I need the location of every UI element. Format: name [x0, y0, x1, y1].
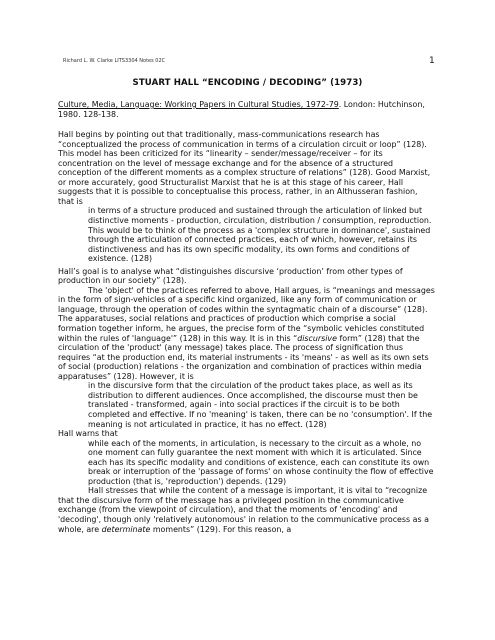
- page-number: 1: [429, 56, 435, 66]
- paragraph-1: Hall begins by pointing out that traditionally, mass-communications research has “conceptualized the process of communication in terms of a circulation circuit or loop” (128). This model has been criticized for its “linearity – sender/message/receiver – for its concentration on the level of message exchange and for the absence of a structured conception of the different moments as a complex structure of relations” (128). Good Marxist, or more accurately, good Structuralist Marxist that he is at this stage of his career, Hall suggests that it is possible to conceptualise this process, rather, in an Althusseran fashion, that is: [58, 130, 431, 206]
- paragraph-3-emphasis: discursive: [297, 333, 337, 343]
- paragraph-5-emphasis: determinate: [101, 524, 151, 534]
- paragraph-5-text-a: Hall stresses that while the content of a message is important, it is vital to “recognize that the discursive form of the message has a privileged position in the communicative exchange (from the viewpoint of circulation), and that the moments of 'encoding' and 'decoding', though only 'relatively autonomous' in relation to the communicative process as a whole, are: [58, 486, 429, 534]
- paragraph-3-text-b: form” (128) that the circulation of the 'product' (any message) takes place. The process of signification thus requires “at the production end, its material instruments - its 'means' - as well as its own sets of social (production) relations - the organization and combination of practices within media apparatuses” (128). However, it is: [58, 333, 429, 381]
- header-note: Richard L. W. Clarke LITS3304 Notes 02C: [63, 58, 166, 64]
- citation-publication: . London: Hutchinson, 1980. 128-138.: [58, 100, 425, 119]
- citation: [58, 100, 436, 119]
- block-quote-3: while each of the moments, in articulation, is necessary to the circuit as a whole, no one moment can fully guarantee the next moment with which it is articulated. Since each has its specific modality and conditions of existence, each can constitute its own break or interruption of the 'passage of forms' on whose continuity the flow of effective production (that is, 'reproduction') depends. (129): [88, 438, 434, 486]
- paragraph-5-text-b: moments” (129). For this reason, a: [150, 524, 292, 534]
- block-quote-1: in terms of a structure produced and sustained through the articulation of linked but distinctive moments - production, circulation, distribution / consumption, reproduction. This would be to think of the process as a 'complex structure in dominance', sustained through the articulation of connected practices, each of which, however, retains its distinctiveness and has its own specific modality, its own forms and conditions of existence. (128): [88, 206, 432, 264]
- paragraph-3-text-a: The 'object' of the practices referred to above, Hall argues, is “meanings and messages in the form of sign-vehicles of a specific kind organized, like any form of communication or language, through the operation of codes within the syntagmatic chain of a discourse” (128). The apparatuses, social relations and practices of production which comprise a social formation together inform, he argues, the precise form of the “symbolic vehicles constituted within the rules of 'language'” (128) in this way. It is in this “: [58, 285, 435, 343]
- paragraph-4: Hall warns that: [58, 429, 118, 439]
- document-body: [58, 100, 436, 534]
- block-quote-2: in the discursive form that the circulation of the product takes place, as well as its distribution to different audiences. Once accomplished, the discourse must then be translated - transformed, again - into social practices if the circuit is to be both completed and effective. If no 'meaning' is taken, there can be no 'consumption'. If the meaning is not articulated in practice, it has no effect. (128): [88, 381, 433, 429]
- paragraph-3: [58, 286, 436, 381]
- citation-book-title: Culture, Media, Language: Working Papers in Cultural Studies, 1972-79: [58, 100, 339, 109]
- paragraph-5: [58, 486, 436, 534]
- paragraph-2: Hall’s goal is to analyse what “distinguishes discursive ‘production’ from other types of production in our society” (128).: [58, 266, 403, 286]
- document-title: STUART HALL “ENCODING / DECODING” (1973): [132, 78, 363, 88]
